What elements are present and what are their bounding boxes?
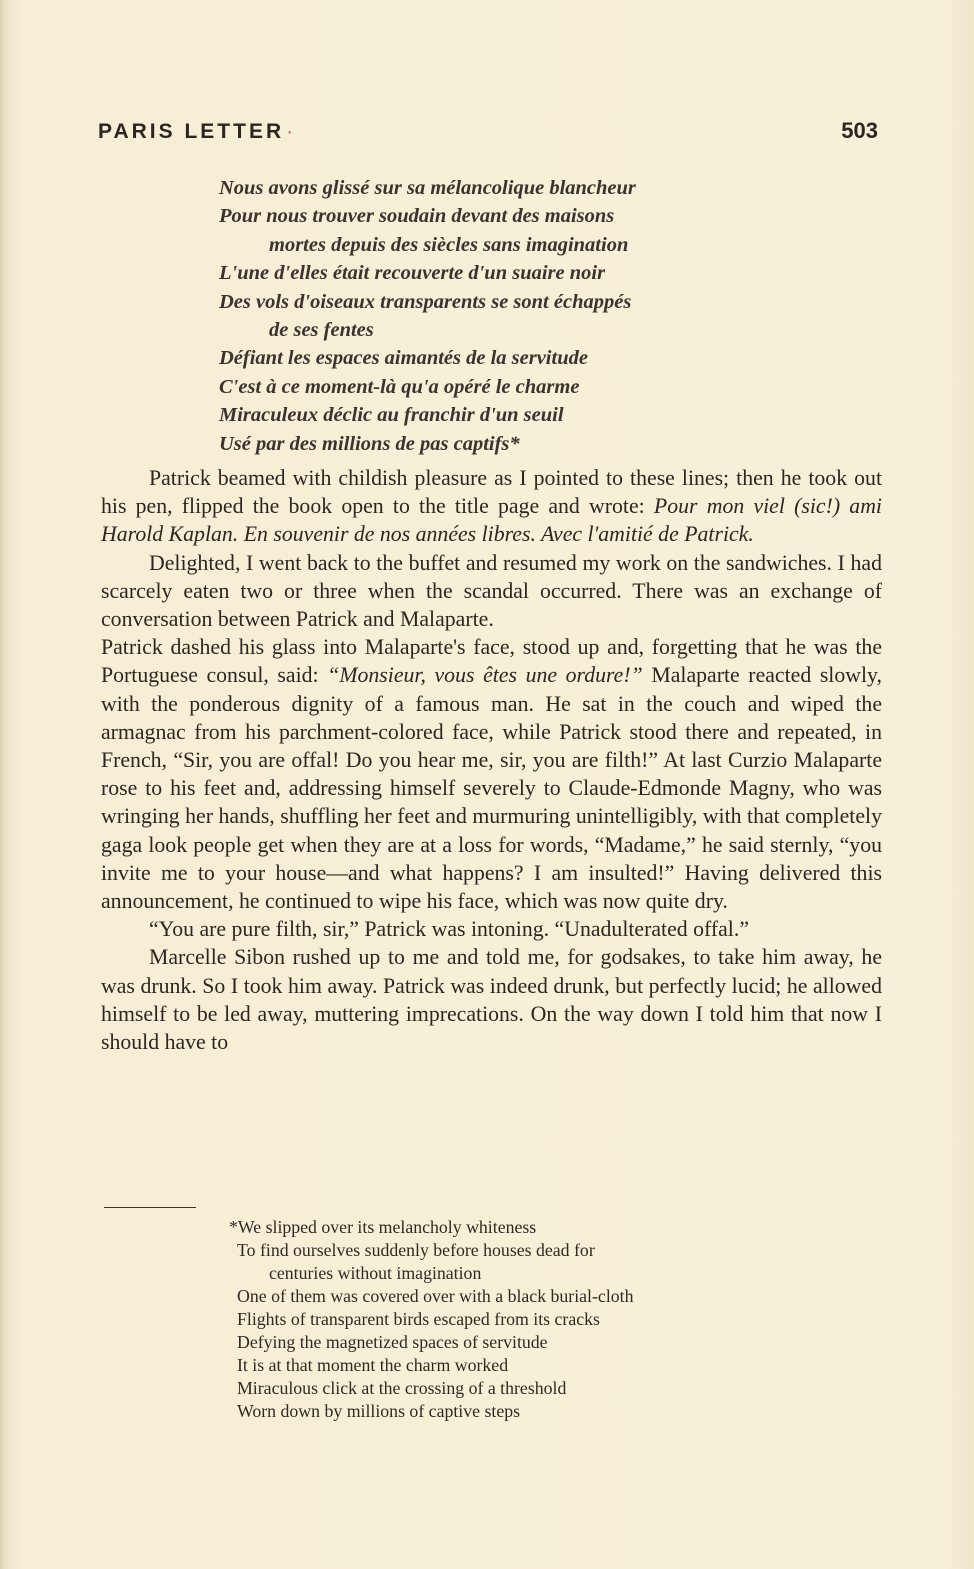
running-title-text: PARIS LETTER [98,120,285,143]
footnote-line: It is at that moment the charm worked [237,1355,509,1375]
paragraph: Delighted, I went back to the buffet and resumed my work on the sandwiches. I had scarcely eaten two or three when the scandal occurred. There was an exchange of conversation between Patrick and Malaparte. [101,550,882,632]
poem-line: Usé par des millions de pas captifs* [219,432,520,455]
paragraph-text: Malaparte reacted slowly, with the ponderous dignity of a famous man. He sat in the couch and wiped the armagnac from his parchment-colored face, while Patrick stood there and repeated, in French, “Sir, you are offal! Do you hear me, sir, you are filth!” At last Curzio Malaparte rose to his feet and, addressing himself severely to Claude-Edmonde Magny, who was wringing her hands, shuffling her feet and murmuring unintelligibly, with that completely gaga look people get when they are at a loss for words, “Madame,” he said sternly, “you invite me to your house—and what happens? I am insulted!” Having delivered this announcement, he continued to wipe his face, which was now quite dry. [101,663,882,914]
poem-line: C'est à ce moment-là qu'a opéré le charme [219,375,580,398]
footnote-line: Miraculous click at the crossing of a threshold [237,1378,567,1398]
poem-line: Nous avons glissé sur sa mélancolique blancheur [219,177,636,199]
paragraph: “You are pure filth, sir,” Patrick was intoning. “Unadulterated offal.” [149,917,749,942]
footnote-line: One of them was covered over with a black burial-cloth [237,1286,634,1306]
paragraph [101,464,882,549]
poem-line: de ses fentes [269,319,374,342]
footnote-translation [229,1216,849,1423]
poem-line: Défiant les espaces aimantés de la servitude [219,347,588,370]
header-bullet: · [286,120,297,143]
poem-line: mortes depuis des siècles sans imagination [269,233,629,256]
footnote-line: Defying the magnetized spaces of servitude [237,1332,548,1352]
running-header [98,118,878,150]
footnote-divider [104,1207,196,1208]
poem-line: Des vols d'oiseaux transparents se sont échappés [219,290,632,313]
footnote-line: centuries without imagination [269,1263,482,1283]
footnote-line: To find ourselves suddenly before houses dead for [237,1240,595,1260]
poem-line: Miraculeux déclic au franchir d'un seuil [219,404,564,427]
french-quote: “Monsieur, vous êtes une ordure!” [327,663,643,688]
running-title [98,120,296,144]
paragraph-text: Patrick beamed with childish pleasure as I pointed to these lines; then he took out his pen, flipped the book open to the title page and wrote: [101,466,882,519]
poem-line: Pour nous trouver soudain devant des maisons [219,205,615,228]
book-inscription: Pour mon viel (sic!) ami Harold Kaplan. En souvenir de nos années libres. Avec l'amitié de Patrick. [101,494,882,547]
paragraph: Marcelle Sibon rushed up to me and told me, for godsakes, to take him away, he was drunk. So I took him away. Patrick was indeed drunk, but perfectly lucid; he allowed himself to be led away, muttering imprecations. On the way down I told him that now I should have to [101,945,882,1055]
footnote-line: Flights of transparent birds escaped from its cracks [237,1309,600,1329]
body-text [101,464,882,1056]
footnote-line: *We slipped over its melancholy whiteness [229,1217,537,1237]
footnote-line: Worn down by millions of captive steps [237,1401,521,1421]
page-number: 503 [841,118,878,143]
paragraph [101,633,882,915]
poem-line: L'une d'elles était recouverte d'un suaire noir [219,262,606,285]
french-poem [219,174,839,458]
paragraph-text: Patrick dashed his glass into Malaparte's face, stood up and, forgetting that he was the Portuguese consul, said: [101,635,882,688]
